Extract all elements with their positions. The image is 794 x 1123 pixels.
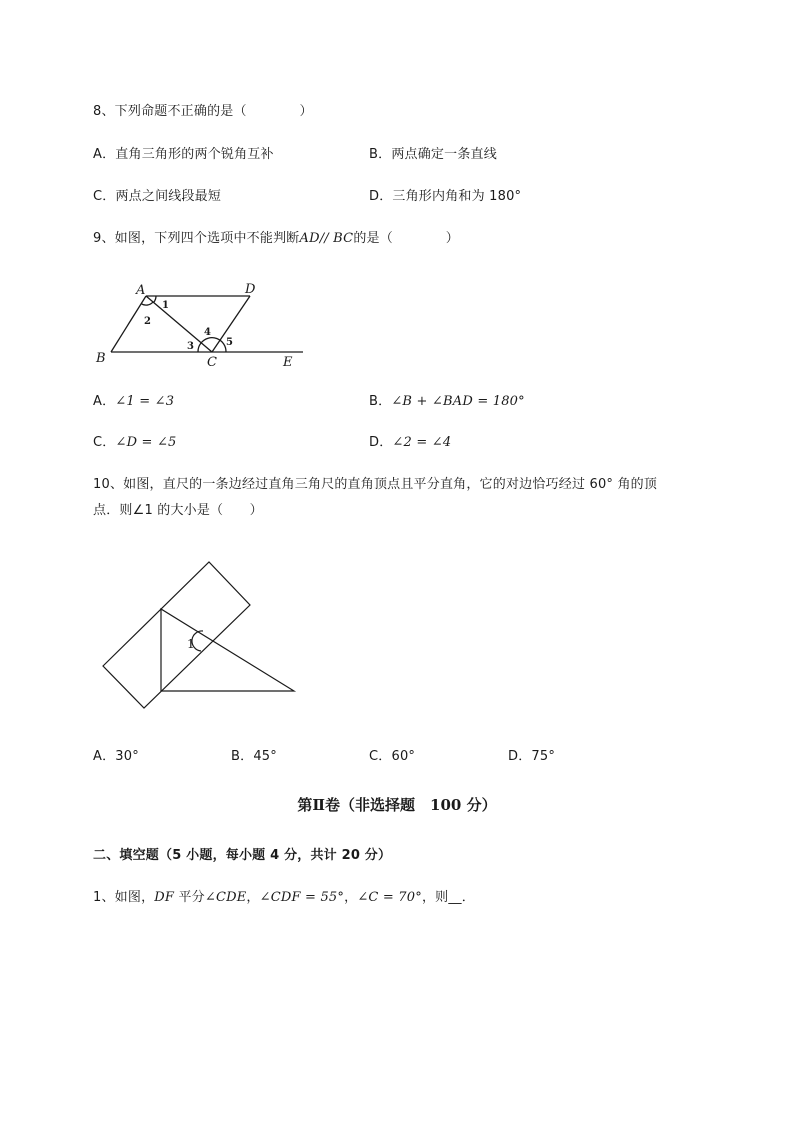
q9-angle-1: 1 [162, 300, 169, 311]
q9-option-a-math: ∠1 = ∠3 [115, 394, 175, 409]
q10-angle-label: 1 [187, 637, 195, 651]
q9-stem-math: AD// BC [299, 231, 354, 246]
q9-option-b-math: ∠B + ∠BAD = 180° [391, 394, 525, 409]
q9-angle-4: 4 [204, 327, 211, 338]
q10-triangle [161, 609, 294, 691]
q8-option-a: A．直角三角形的两个锐角互补 [93, 147, 274, 162]
q9-option-b-prefix: B． [369, 394, 392, 409]
part2-title: 第Ⅱ卷（非选择题 100 分） [297, 796, 497, 814]
q9-option-d-prefix: D． [369, 435, 393, 450]
fill1-math-cdf: ∠CDF = 55° [259, 890, 345, 905]
q9-option-d-math: ∠2 = ∠4 [392, 435, 452, 450]
q10-stem-line1: 10、如图，直尺的一条边经过直角三角尺的直角顶点且平分直角，它的对边恰巧经过 60° 角的顶 [93, 477, 658, 492]
q9-stem-pre: 9、如图，下列四个选项中不能判断 [93, 231, 300, 246]
q9-label-b: B [96, 351, 106, 366]
fill1-math-cde: ∠CDE [204, 890, 247, 905]
fill1-math-df: DF [154, 890, 175, 905]
q9-angle-5: 5 [226, 337, 233, 348]
q10-option-b: B．45° [231, 749, 277, 764]
q10-option-a: A．30° [93, 749, 139, 764]
q9-label-c: C [207, 355, 217, 370]
q9-option-c-math: ∠D = ∠5 [115, 435, 177, 450]
fill1-math-c: ∠C = 70° [357, 890, 422, 905]
q8-option-b: B．两点确定一条直线 [369, 147, 497, 162]
q8-option-d: D．三角形内角和为 180° [369, 189, 522, 204]
q9-option-c-prefix: C． [93, 435, 116, 450]
q9-label-d: D [245, 282, 256, 297]
q9-stem-post: 的是（ ） [353, 231, 459, 246]
q9-angle-2: 2 [144, 316, 151, 327]
q9-angle-3: 3 [187, 341, 194, 352]
fill1-text-4: ，则__． [421, 890, 475, 905]
q10-ruler [103, 562, 250, 708]
q9-option-a-prefix: A． [93, 394, 116, 409]
q10-stem-line2: 点．则∠1 的大小是（ ） [93, 503, 263, 518]
q9-label-e: E [283, 355, 293, 370]
q8-stem: 8、下列命题不正确的是（ ） [93, 104, 313, 119]
q9-label-a: A [136, 283, 146, 298]
fill1-prefix: 1、如图， [93, 890, 155, 905]
fill1-stem [93, 886, 475, 905]
fill1-text-2: ， [246, 890, 260, 905]
q10-option-c: C．60° [369, 749, 416, 764]
fill1-text-1: 平分 [174, 890, 205, 905]
fill1-text-3: ， [344, 890, 358, 905]
q8-option-c: C．两点之间线段最短 [93, 189, 222, 204]
q10-option-d: D．75° [508, 749, 556, 764]
section-heading: 二、填空题（5 小题，每小题 4 分，共计 20 分） [93, 848, 392, 863]
